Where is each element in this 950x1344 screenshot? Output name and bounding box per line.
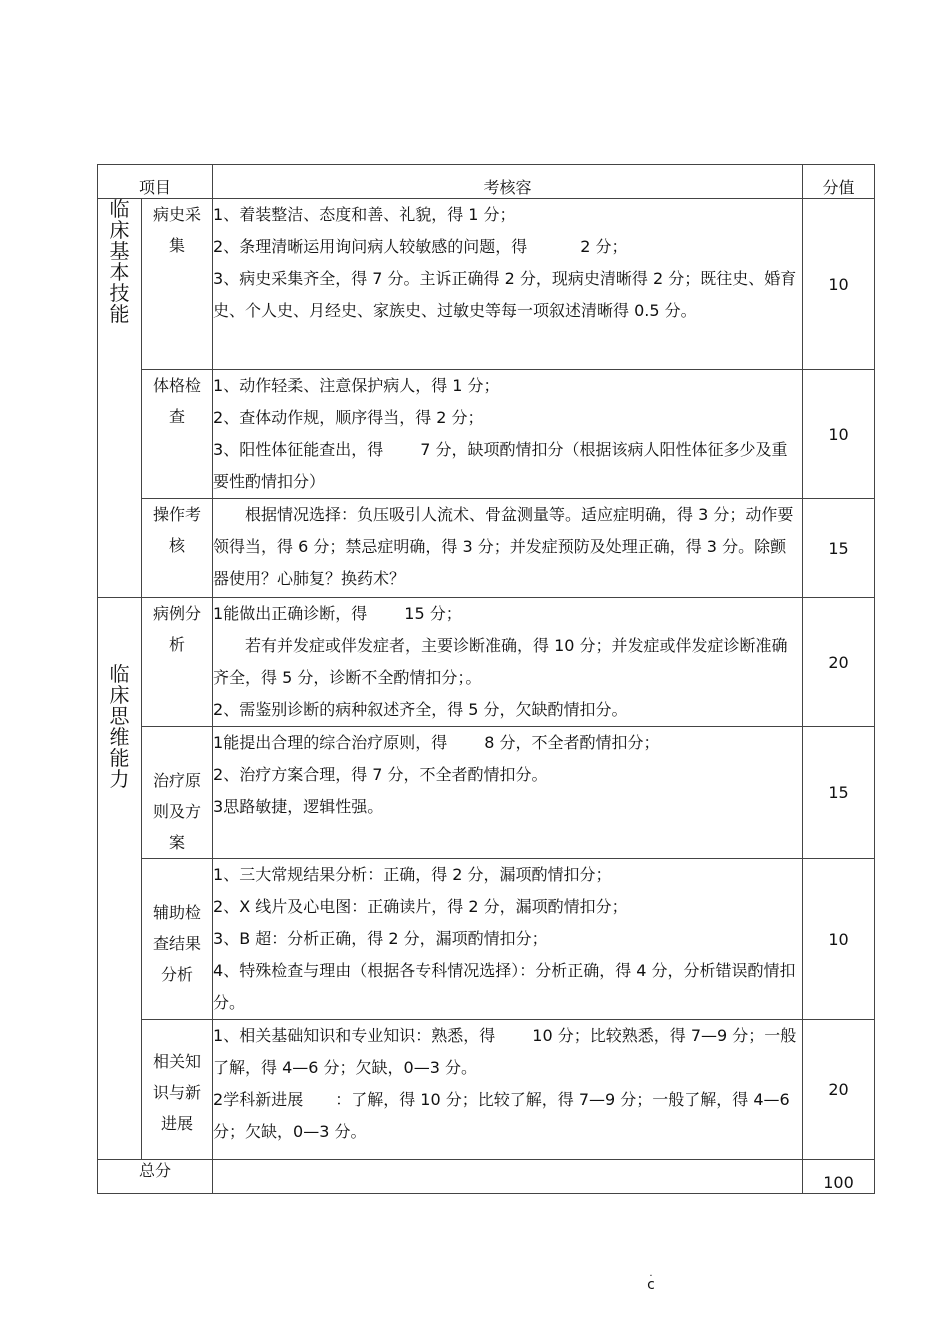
category-clinical-thinking: 临床思维能力	[98, 598, 142, 1160]
content-line: 1、三大常规结果分析：正确，得 2 分，漏项酌情扣分；	[213, 865, 612, 884]
sub-item: 操作考核	[142, 499, 213, 598]
table-row	[98, 1020, 875, 1160]
sub-item: 体格检查	[142, 370, 213, 499]
content-cell	[213, 1020, 803, 1160]
sub-item: 相关知识与新进展	[142, 1020, 213, 1160]
content-line: 2、需鉴别诊断的病种叙述齐全，得 5 分，欠缺酌情扣分。	[213, 700, 628, 719]
content-line: 3、B 超：分析正确，得 2 分，漏项酌情扣分；	[213, 929, 548, 948]
content-line: 1能提出合理的综合治疗原则，得 8 分，不全者酌情扣分；	[213, 733, 660, 752]
total-content	[213, 1160, 803, 1194]
header-item: 项目	[98, 165, 213, 199]
table-row	[98, 370, 875, 499]
content-line: 2、条理清晰运用询问病人较敏感的问题，得 2 分；	[213, 237, 628, 256]
header-score: 分值	[803, 165, 875, 199]
total-label: 总分	[98, 1160, 213, 1194]
content-line: 3思路敏捷，逻辑性强。	[213, 797, 384, 816]
score-cell: 10	[803, 859, 875, 1020]
content-cell	[213, 727, 803, 859]
header-row	[98, 165, 875, 199]
table-row	[98, 499, 875, 598]
content-cell	[213, 859, 803, 1020]
content-line: 2、治疗方案合理，得 7 分，不全者酌情扣分。	[213, 765, 548, 784]
content-line: 3、病史采集齐全，得 7 分。主诉正确得 2 分，现病史清晰得 2 分；既往史、婚育史、个人史、月经史、家族史、过敏史等每一项叙述清晰得 0.5 分。	[213, 269, 797, 320]
content-cell	[213, 499, 803, 598]
total-score: 100	[803, 1160, 875, 1194]
sub-item: 病例分析	[142, 598, 213, 727]
sub-item: 辅助检查结果分析	[142, 859, 213, 1020]
category-clinical-skills: 临床基本技能	[98, 199, 142, 598]
score-cell: 15	[803, 499, 875, 598]
content-cell	[213, 199, 803, 370]
score-cell: 15	[803, 727, 875, 859]
content-line: 1能做出正确诊断，得 15 分；	[213, 604, 462, 623]
content-line: 2、X 线片及心电图：正确读片，得 2 分，漏项酌情扣分；	[213, 897, 628, 916]
table-row	[98, 199, 875, 370]
content-line: 根据情况选择：负压吸引人流术、骨盆测量等。适应症明确，得 3 分；动作要领得当，得 6 分；禁忌症明确，得 3 分；并发症预防及处理正确，得 3 分。除颤器使用？心肺复？换药术？	[213, 505, 794, 588]
footer-dot: .	[649, 1268, 653, 1279]
content-cell	[213, 370, 803, 499]
content-line: 3、阳性体征能查出，得 7 分，缺项酌情扣分（根据该病人阳性体征多少及重要性酌情扣分）	[213, 440, 788, 491]
header-content: 考核容	[213, 165, 803, 199]
assessment-table	[97, 164, 875, 1194]
score-cell: 10	[803, 199, 875, 370]
total-row	[98, 1160, 875, 1194]
page-footer-mark	[644, 1270, 658, 1292]
table-row	[98, 598, 875, 727]
table-row	[98, 727, 875, 859]
content-line: 1、相关基础知识和专业知识：熟悉，得 10 分；比较熟悉，得 7—9 分；一般了解，得 4—6 分；欠缺，0—3 分。	[213, 1026, 797, 1077]
score-cell: 20	[803, 1020, 875, 1160]
score-cell: 20	[803, 598, 875, 727]
content-line: 2学科新进展 ：了解，得 10 分；比较了解，得 7—9 分；一般了解，得 4—6 分；欠缺，0—3 分。	[213, 1090, 790, 1141]
content-line: 4、特殊检查与理由（根据各专科情况选择）：分析正确，得 4 分，分析错误酌情扣分。	[213, 961, 796, 1012]
content-line: 1、动作轻柔、注意保护病人，得 1 分；	[213, 376, 500, 395]
content-cell	[213, 598, 803, 727]
table-row	[98, 859, 875, 1020]
sub-item: 病史采集	[142, 199, 213, 370]
content-line: 1、着装整洁、态度和善、礼貌，得 1 分；	[213, 205, 516, 224]
sub-item: 治疗原则及方案	[142, 727, 213, 859]
footer-letter: c	[647, 1277, 655, 1293]
score-cell: 10	[803, 370, 875, 499]
content-line: 2、查体动作规，顺序得当，得 2 分；	[213, 408, 484, 427]
content-line: 若有并发症或伴发症者，主要诊断准确，得 10 分；并发症或伴发症诊断准确齐全，得 5 分，诊断不全酌情扣分；。	[213, 636, 788, 687]
